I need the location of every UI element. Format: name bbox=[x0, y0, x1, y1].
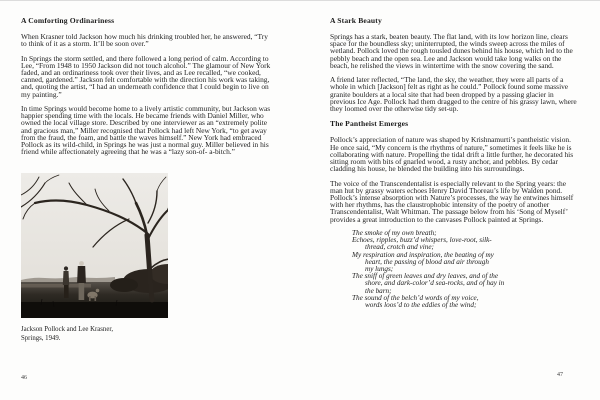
section-heading-stark-beauty: A Stark Beauty bbox=[330, 16, 382, 25]
verse-line: The smoke of my own breath; bbox=[352, 229, 437, 238]
verse-line: words loos’d to the eddies of the wind; bbox=[365, 301, 477, 310]
caption-line: Jackson Pollock and Lee Krasner, bbox=[21, 326, 114, 334]
paragraph: In time Springs would become home to a lively artistic community, but Jackson was happier spending time with the locals. He became friends with Daniel Miller, who owned the local village store. Described by one interviewer as an “extremely polite and gracious man,” Miller recognised that Pollock had left New York, “to get away from the fraud, the foam, and battle the waves himself.” New York had embraced Pollock as its wild-child, in Springs he was just a normal guy. Miller believed in his friend while affectionately agreeing that he was a “lazy son-of- a-bitch.” bbox=[21, 104, 271, 157]
verse-line: The sound of the belch’d words of my voice, bbox=[352, 293, 479, 302]
paragraph: A friend later reflected, “The land, the sky, the weather, they were all parts of a whole in which [Jackson] felt as right as he could.” Pollock found some massive granite boulders at a local site that had been dropped by a passing glacier in previous Ice Age. Pollock had them dragged to the centre of his grassy lawn, where they loomed over the otherwise tidy set-up. bbox=[330, 75, 577, 114]
verse-line: my lungs; bbox=[365, 265, 394, 274]
verse-line: The sniff of green leaves and dry leaves, and of the bbox=[352, 272, 499, 281]
whitman-verse bbox=[352, 230, 578, 309]
verse-line: shore, and dark-color’d sea-rocks, and of hay in bbox=[365, 279, 505, 288]
left-page bbox=[21, 16, 272, 343]
photo-figure bbox=[21, 173, 272, 342]
section-heading-pantheist: The Pantheist Emerges bbox=[330, 119, 409, 129]
page-number-right: 47 bbox=[557, 372, 563, 378]
verse-line: My respiration and inspiration, the beating of my bbox=[352, 250, 494, 259]
verse-line: Echoes, ripples, buzz’d whispers, love-root, silk- bbox=[352, 236, 492, 245]
right-page bbox=[330, 16, 578, 309]
photo-dark-foreground bbox=[21, 302, 168, 318]
section-heading-ordinariness: A Comforting Ordinariness bbox=[21, 16, 115, 25]
photo-pollock-krasner bbox=[21, 173, 168, 318]
paragraph: Pollock’s appreciation of nature was shaped by Krishnamurti’s pantheistic vision. He once said, “My concern is the rhythms of nature,” sometimes it feels like he is collaborating with nature. Propelling the tidal drift a little further, he decorated his sitting room with bits of gnarled wood, a rusty anchor, and pebbles. By cedar cladding his house, he blended the building into his surroundings. bbox=[330, 135, 574, 174]
photo-caption bbox=[21, 326, 272, 342]
paragraph: When Krasner told Jackson how much his drinking troubled her, he answered, “Try to think of it as a storm. It’ll be soon over.” bbox=[21, 32, 268, 49]
verse-line: heart, the passing of blood and air through bbox=[365, 257, 489, 266]
page-number-left: 46 bbox=[21, 375, 27, 381]
paragraph: Springs has a stark, beaten beauty. The flat land, with its low horizon line, clears space for the boundless sky; uninterrupted, the winds sweep across the miles of wetland. Pollock loved the rough tousled dunes behind his house, which led to the pebbly beach and the open sea. Lee and Jackson would take long walks on the beach, he relished the views in wintertime with the snow covering the sand. bbox=[330, 32, 573, 70]
paragraph: In Springs the storm settled, and there followed a long period of calm. According to Lee, “From 1948 to 1950 Jackson did not touch alcohol.” The glamour of New York faded, and an ordinariness took over their lives, and as Lee recalled, “we cooked, canned, gardened.” Jackson felt comfortable with the direction his work was taking, and, quoting the artist, “I had an underneath confidence that I could begin to live on my painting.” bbox=[21, 53, 271, 99]
verse-line: thread, crotch and vine; bbox=[365, 243, 434, 252]
paragraph: The voice of the Transcendentalist is especially relevant to the Spring years: the man hut by grassy waters echoes Henry David Thoreau’s life by Walden pond. Pollock’s intense absorption with Nature’s processes, the way he entwines himself with her rhythms, has the claustrophobic intensity of the poetry of another Transcendentalist, Walt Whitman. The passage below from his ‘Song of Myself’ provides a great introduction to the canvases Pollock painted at Springs. bbox=[330, 178, 574, 224]
caption-line: Springs, 1949. bbox=[21, 334, 61, 342]
verse-line: the barn; bbox=[365, 286, 392, 295]
